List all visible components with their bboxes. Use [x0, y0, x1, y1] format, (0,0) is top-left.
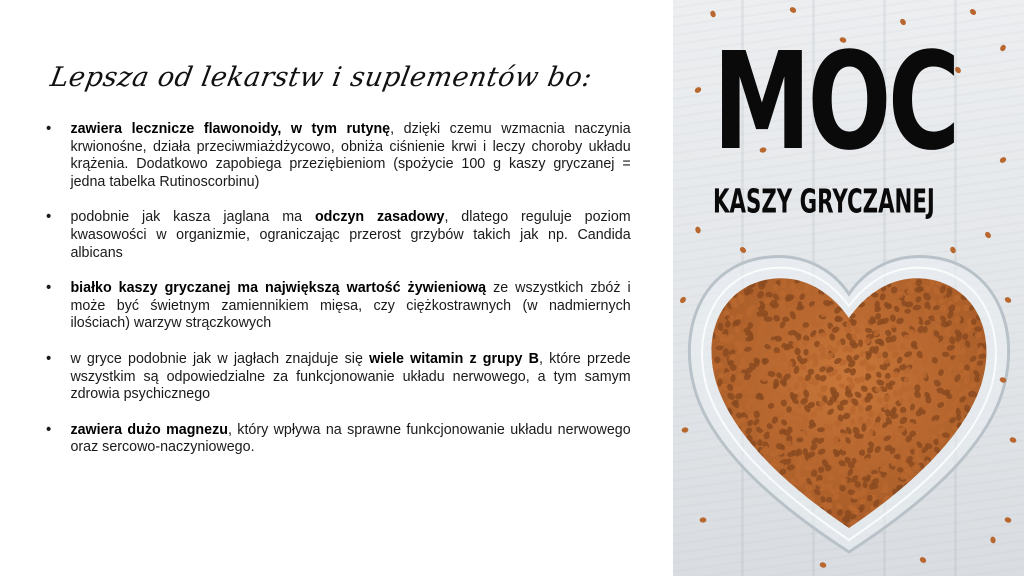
grain — [967, 491, 976, 500]
grain — [968, 476, 978, 485]
grain — [765, 506, 774, 514]
grain — [962, 510, 970, 519]
grain — [743, 525, 751, 532]
grain — [747, 519, 757, 529]
grain — [766, 505, 775, 512]
loose-grain — [694, 226, 701, 234]
loose-grain — [919, 556, 928, 564]
grain — [927, 510, 935, 518]
grain — [974, 470, 980, 478]
grain — [775, 515, 784, 525]
grain — [940, 501, 949, 510]
grain — [955, 505, 964, 512]
grain — [729, 463, 738, 473]
grain — [922, 506, 928, 513]
grain — [934, 524, 943, 533]
grain — [710, 512, 720, 521]
benefits-list — [46, 120, 631, 474]
grain — [710, 502, 719, 509]
grain — [705, 447, 714, 456]
grain — [899, 519, 906, 527]
loose-grain — [999, 156, 1008, 164]
list-item — [46, 350, 631, 403]
grain — [902, 525, 910, 532]
grain — [978, 511, 988, 520]
grain — [765, 496, 771, 505]
grain — [741, 497, 751, 507]
loose-grain — [789, 6, 798, 14]
loose-grain — [990, 536, 996, 544]
grain — [717, 510, 726, 518]
grain — [981, 521, 990, 530]
grain — [954, 480, 962, 490]
grain — [980, 444, 990, 454]
grain — [962, 499, 971, 507]
point-pre: w gryce podobnie jak w jagłach znajduje się — [70, 349, 370, 367]
grain — [974, 506, 982, 512]
grain — [914, 507, 923, 516]
grain — [916, 527, 925, 536]
loose-grain — [681, 427, 688, 433]
grain — [977, 464, 985, 473]
loose-grain — [679, 296, 687, 305]
grain — [911, 509, 920, 518]
grain — [969, 491, 978, 498]
grain — [931, 518, 937, 526]
loose-grain — [999, 44, 1007, 53]
point-text: , który wpływa na sprawne funkcjonowanie układu nerwowego oraz sercowo-naczyniowego. — [70, 420, 631, 456]
grain — [959, 468, 967, 477]
grain — [953, 471, 961, 480]
grain — [974, 491, 980, 498]
grain — [943, 506, 952, 515]
grain — [722, 482, 730, 489]
grain — [981, 459, 988, 467]
grain — [759, 519, 770, 529]
grain — [708, 524, 717, 533]
grain — [963, 521, 972, 531]
grain — [965, 519, 974, 525]
point-text: , dlatego reguluje poziom kwasowości w organizmie, ograniczając przerost grzybów takich jak np. Candida albicans — [70, 208, 631, 261]
grain — [732, 504, 742, 513]
grain — [748, 490, 756, 497]
grain — [727, 461, 736, 470]
grain — [946, 499, 956, 508]
loose-grain — [739, 246, 748, 254]
list-item — [46, 208, 631, 261]
grain — [972, 459, 979, 467]
grain — [726, 484, 735, 493]
point-bold: wiele witamin z grupy B — [369, 349, 539, 367]
grain — [786, 524, 793, 533]
loose-grain — [700, 517, 707, 522]
grain — [748, 515, 757, 525]
grain — [731, 487, 741, 497]
loose-grain — [709, 10, 716, 18]
grain — [922, 361, 928, 368]
grain — [980, 491, 988, 498]
grain — [944, 487, 953, 493]
grain — [970, 451, 980, 461]
grain — [957, 527, 965, 536]
grain — [980, 470, 988, 476]
grain — [917, 518, 924, 527]
grain — [908, 525, 917, 534]
point-bold: zawiera dużo magnezu — [70, 420, 228, 438]
grain — [978, 498, 987, 507]
grain — [967, 482, 976, 487]
grain — [946, 516, 953, 523]
grain — [743, 475, 751, 483]
grain — [724, 492, 731, 497]
point-bold: odczyn zasadowy — [314, 208, 445, 226]
grain — [709, 509, 717, 518]
grain — [732, 519, 741, 529]
grain — [720, 470, 727, 479]
point-bold: białko kaszy gryczanej ma największą wartość żywieniową — [70, 279, 487, 297]
grain — [927, 497, 936, 504]
grain — [729, 468, 739, 476]
grain — [726, 494, 735, 504]
grain — [715, 486, 723, 493]
grain — [924, 515, 930, 522]
grain — [770, 516, 779, 526]
grain — [738, 504, 744, 512]
grain — [967, 461, 975, 468]
loose-grain — [819, 561, 827, 568]
point-text: , które przede wszystkim są odpowiedzialne za funkcjonowanie układu nerwowego, a tym samym zdrowia psychicznego — [70, 349, 631, 403]
grain — [712, 470, 720, 477]
grain — [722, 517, 732, 527]
grain — [704, 491, 711, 497]
grain — [762, 519, 769, 525]
grain — [941, 490, 950, 500]
grain — [716, 459, 725, 468]
grain — [962, 472, 971, 481]
grain — [708, 454, 715, 463]
grain — [722, 522, 732, 533]
grain — [906, 514, 915, 522]
grain — [970, 476, 977, 486]
grain — [707, 459, 715, 469]
grain — [740, 480, 748, 488]
grain — [891, 524, 898, 532]
grain — [762, 358, 767, 365]
grain — [745, 504, 753, 513]
grain — [954, 494, 961, 502]
grain — [773, 523, 782, 529]
grain — [729, 472, 738, 480]
grain — [706, 519, 713, 526]
grain — [723, 501, 731, 510]
grain — [955, 499, 964, 507]
point-pre: podobnie jak kasza jaglana ma — [70, 208, 315, 226]
grain — [959, 519, 969, 528]
grain — [722, 508, 728, 515]
list-item — [46, 120, 631, 190]
grain — [711, 499, 721, 509]
grain — [708, 488, 716, 497]
grain — [942, 521, 952, 530]
grain — [758, 490, 766, 496]
grain — [962, 491, 970, 498]
slide-heading: Lepsza od lekarstw i suplementów bo: — [48, 62, 595, 93]
buckwheat-photo — [673, 0, 1024, 576]
point-text: , dzięki czemu wzmacnia naczynia krwionośne, działa przeciwmiażdżycowo, obniża ciśnienie krwi i leczy choroby układu krążenia. Dodatkowo zapobiega przeziębieniom (spożycie 100 g kaszy gryczanej = jedna tabelka Rutinoscorbinu) — [70, 120, 631, 190]
grain — [982, 509, 990, 517]
grain — [764, 509, 773, 517]
photo-title-big: MOC — [713, 24, 957, 181]
grain — [748, 484, 755, 492]
grain — [731, 478, 740, 487]
grain — [777, 522, 784, 531]
loose-grain — [694, 86, 703, 94]
grain — [978, 482, 987, 489]
grain — [973, 522, 983, 531]
grain — [702, 435, 710, 442]
grain — [936, 517, 944, 525]
grain — [973, 516, 979, 525]
grain — [970, 512, 980, 522]
grain — [711, 475, 720, 485]
grain — [974, 450, 983, 457]
grain — [730, 508, 739, 517]
grain — [733, 523, 741, 532]
loose-grain — [1004, 516, 1012, 523]
grain — [763, 517, 769, 526]
grain — [939, 492, 949, 502]
grain — [715, 466, 720, 474]
grain — [756, 499, 765, 508]
grain — [926, 512, 934, 519]
grain — [956, 466, 964, 474]
grain — [755, 523, 761, 532]
grain — [741, 519, 751, 529]
grain — [785, 515, 794, 524]
grain — [923, 497, 932, 505]
grain — [757, 511, 766, 519]
grain — [923, 525, 929, 532]
point-text: ze wszystkich zbóż i może być świetnym zamiennikiem mięsa, czy ciężkostrawnych (w nadmiernych ilościach) warzyw strączkowych — [70, 279, 631, 332]
list-item — [46, 279, 631, 332]
list-item — [46, 421, 631, 456]
grain — [713, 450, 722, 459]
grain — [779, 509, 787, 518]
grain — [951, 496, 959, 503]
grain — [738, 483, 747, 492]
grain — [954, 485, 963, 494]
point-bold: zawiera lecznicze flawonoidy, w tym rutynę — [70, 120, 391, 137]
loose-grain — [949, 246, 957, 254]
grain — [708, 466, 717, 476]
grain — [717, 524, 726, 534]
grain — [935, 522, 943, 528]
grain — [750, 492, 757, 500]
grain — [719, 480, 728, 488]
grain — [758, 501, 766, 508]
grain — [797, 526, 807, 536]
grain — [979, 483, 989, 492]
grain — [711, 491, 719, 499]
loose-grain — [1009, 436, 1017, 443]
loose-grain — [984, 231, 992, 240]
grain — [746, 510, 756, 520]
grain — [935, 506, 944, 515]
grain — [858, 416, 864, 425]
loose-grain — [1004, 296, 1012, 304]
loose-grain — [969, 8, 978, 16]
photo-title-small: KASZY GRYCZANEJ — [713, 182, 935, 222]
grain — [741, 507, 751, 517]
grain — [947, 479, 956, 489]
grain — [704, 476, 713, 485]
